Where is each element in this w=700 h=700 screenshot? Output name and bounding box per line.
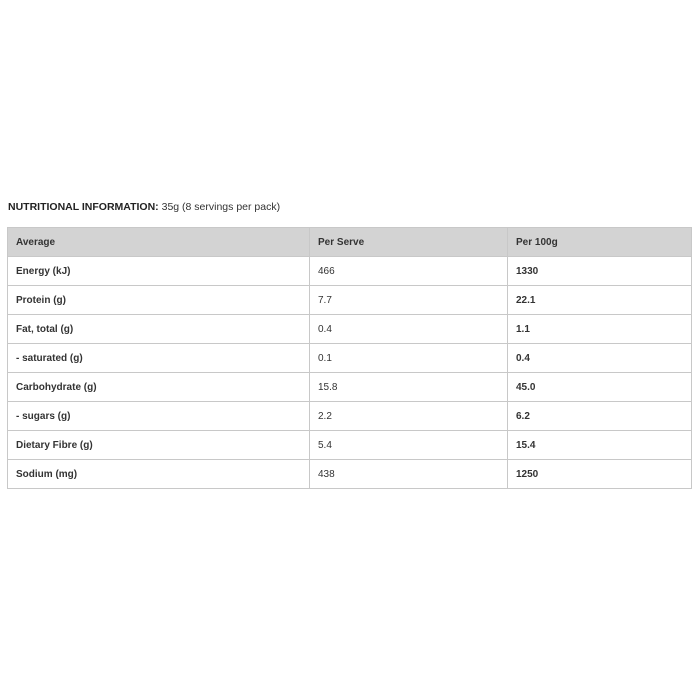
table-row bbox=[8, 431, 692, 460]
header-per-serve: Per Serve bbox=[310, 228, 508, 257]
per-100g-value: 6.2 bbox=[508, 402, 692, 431]
nutrient-name: Energy (kJ) bbox=[8, 257, 310, 286]
nutrition-table bbox=[7, 227, 692, 489]
table-row bbox=[8, 344, 692, 373]
nutrient-name: Sodium (mg) bbox=[8, 460, 310, 489]
nutrient-name: - sugars (g) bbox=[8, 402, 310, 431]
per-serve-value: 0.4 bbox=[310, 315, 508, 344]
table-row bbox=[8, 286, 692, 315]
per-100g-value: 1250 bbox=[508, 460, 692, 489]
nutrition-heading bbox=[8, 201, 280, 214]
header-average: Average bbox=[8, 228, 310, 257]
per-100g-value: 1330 bbox=[508, 257, 692, 286]
nutrient-name: - saturated (g) bbox=[8, 344, 310, 373]
table-row bbox=[8, 402, 692, 431]
per-serve-value: 5.4 bbox=[310, 431, 508, 460]
table-header-row bbox=[8, 228, 692, 257]
per-serve-value: 466 bbox=[310, 257, 508, 286]
nutrient-name: Fat, total (g) bbox=[8, 315, 310, 344]
per-serve-value: 2.2 bbox=[310, 402, 508, 431]
per-serve-value: 7.7 bbox=[310, 286, 508, 315]
nutrition-heading-label: NUTRITIONAL INFORMATION: bbox=[8, 201, 159, 213]
per-serve-value: 15.8 bbox=[310, 373, 508, 402]
table-row bbox=[8, 373, 692, 402]
nutrient-name: Protein (g) bbox=[8, 286, 310, 315]
per-100g-value: 45.0 bbox=[508, 373, 692, 402]
per-100g-value: 22.1 bbox=[508, 286, 692, 315]
table-row bbox=[8, 315, 692, 344]
nutrition-heading-value: 35g (8 servings per pack) bbox=[161, 201, 281, 213]
per-100g-value: 0.4 bbox=[508, 344, 692, 373]
per-100g-value: 1.1 bbox=[508, 315, 692, 344]
table-row bbox=[8, 257, 692, 286]
per-100g-value: 15.4 bbox=[508, 431, 692, 460]
header-per-100g: Per 100g bbox=[508, 228, 692, 257]
nutrient-name: Dietary Fibre (g) bbox=[8, 431, 310, 460]
table-row bbox=[8, 460, 692, 489]
per-serve-value: 438 bbox=[310, 460, 508, 489]
nutrient-name: Carbohydrate (g) bbox=[8, 373, 310, 402]
per-serve-value: 0.1 bbox=[310, 344, 508, 373]
